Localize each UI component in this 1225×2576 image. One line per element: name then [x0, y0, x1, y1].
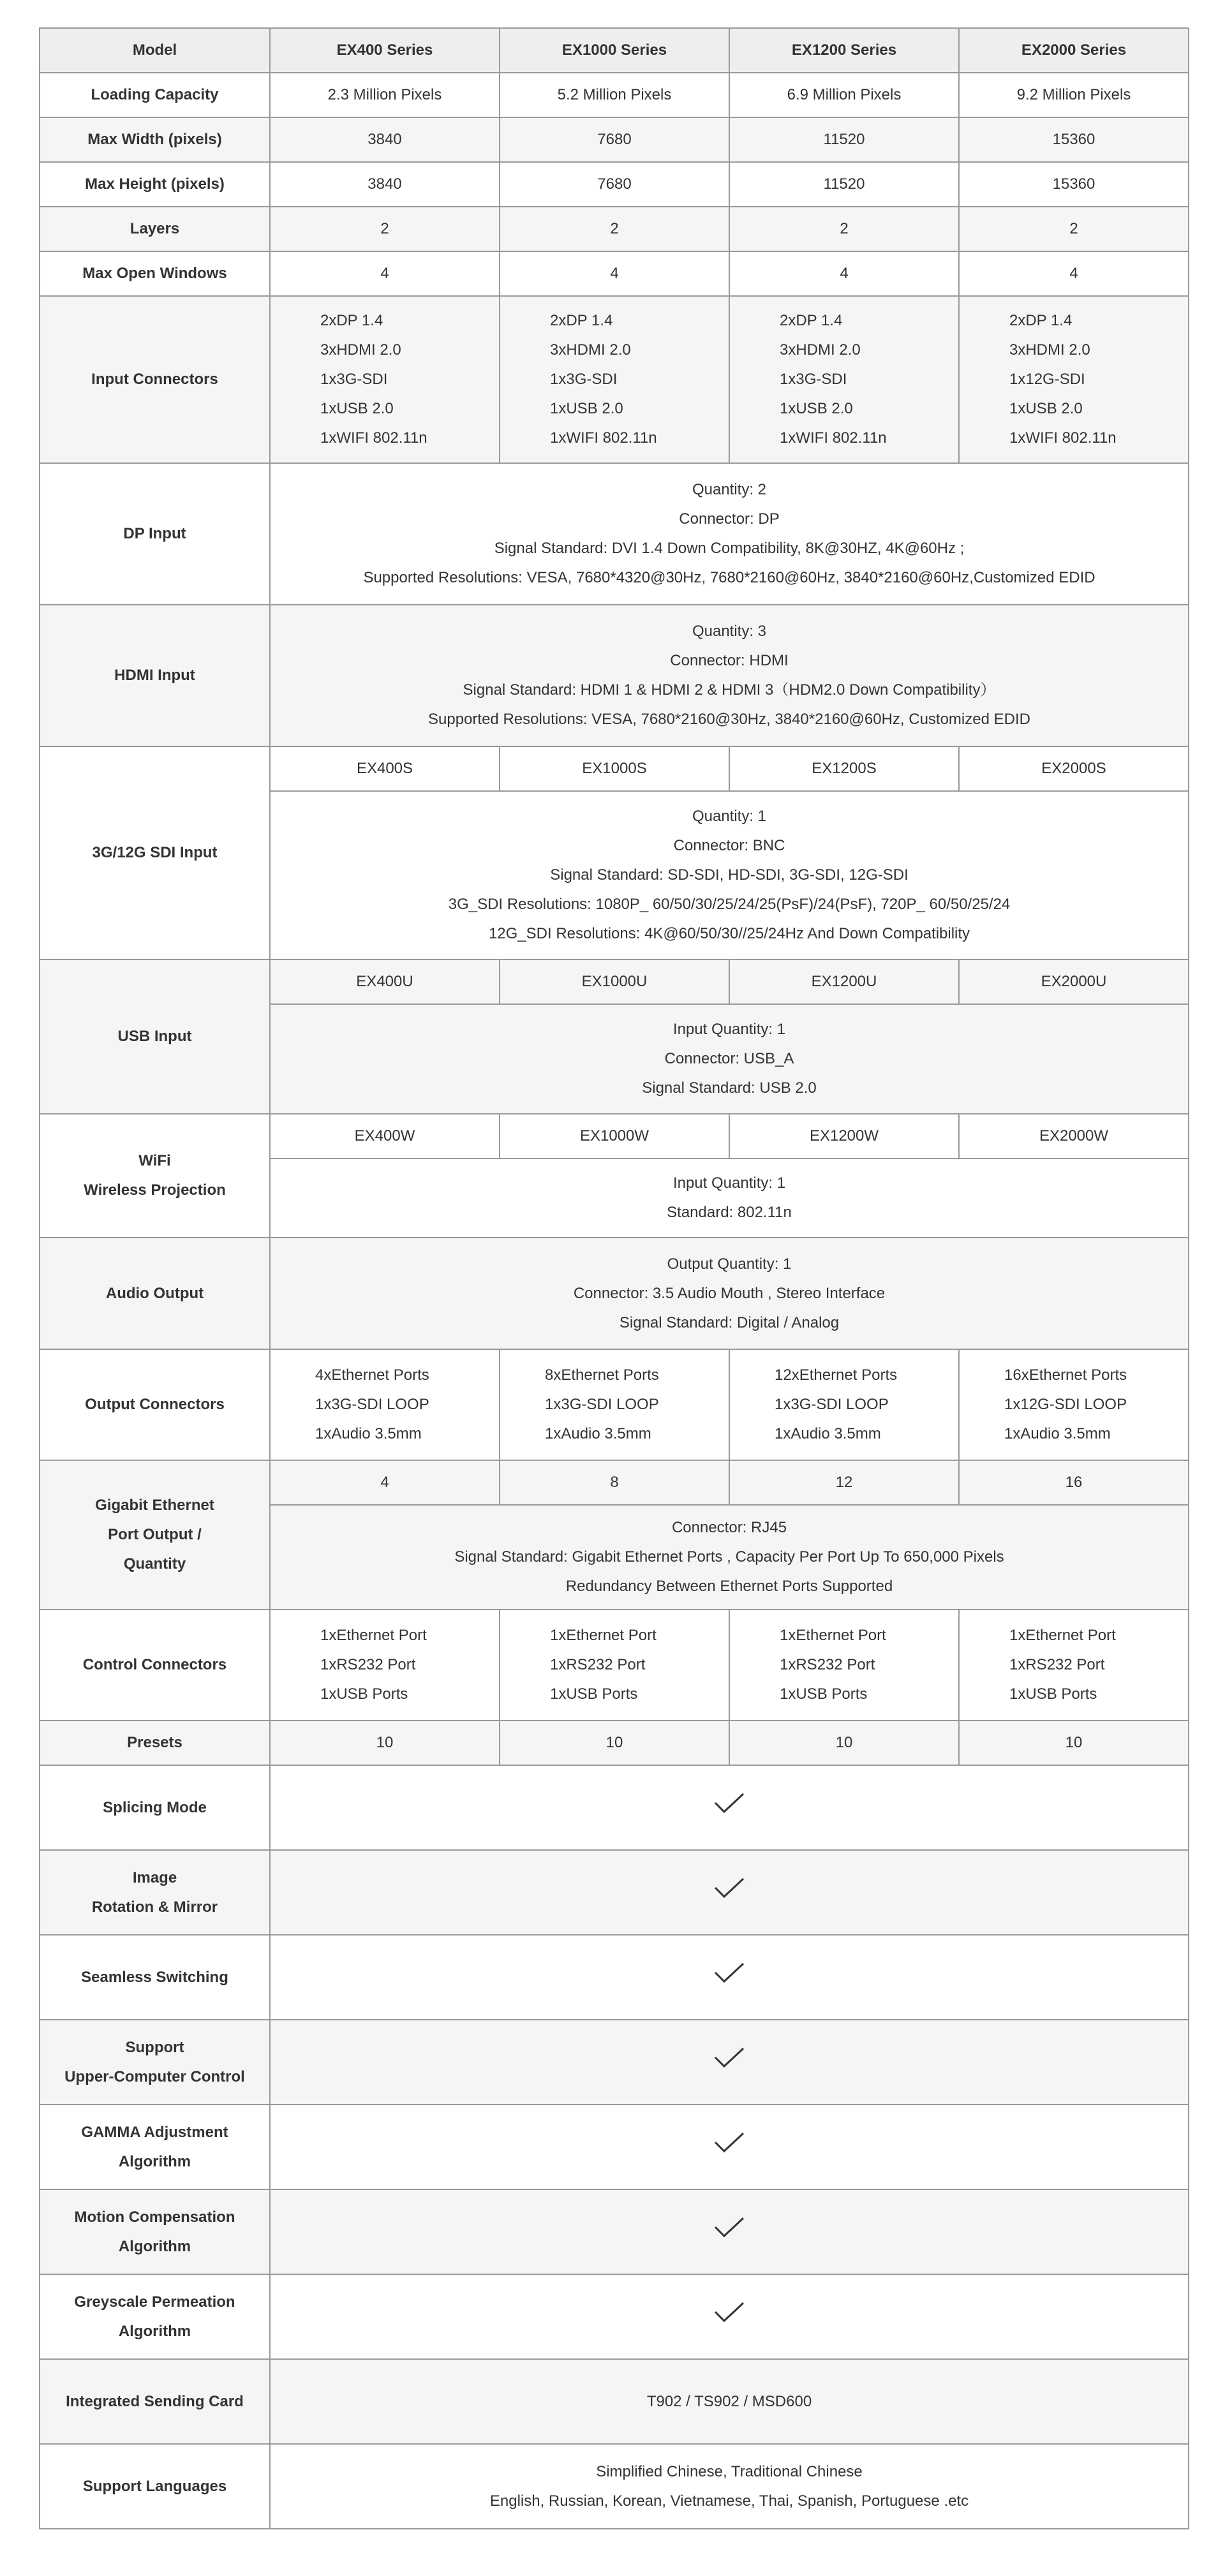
- text-line: Quantity: 1: [692, 808, 767, 825]
- list-line: 1x12G-SDI LOOP: [1004, 1396, 1127, 1413]
- row-label: DP Input: [40, 463, 270, 605]
- cell-merged: [270, 2189, 1189, 2274]
- model-cell: EX2000W: [959, 1114, 1189, 1158]
- text-line: Signal Standard: SD-SDI, HD-SDI, 3G-SDI, 12G-SDI: [550, 866, 909, 884]
- list-line: 1x3G-SDI LOOP: [545, 1396, 659, 1413]
- label-line: Port Output /: [108, 1526, 202, 1543]
- table-row: [40, 117, 1189, 162]
- cell: 11520: [729, 117, 959, 162]
- cell: 7680: [500, 162, 729, 207]
- cell: 4: [500, 251, 729, 296]
- cell: 16: [959, 1460, 1189, 1505]
- list-line: 1xUSB Ports: [780, 1685, 868, 1703]
- cell-list: [500, 1349, 729, 1460]
- text-line: Standard: 802.11n: [667, 1204, 792, 1221]
- row-label: Max Height (pixels): [40, 162, 270, 207]
- row-label: Layers: [40, 207, 270, 251]
- cell: 8: [500, 1460, 729, 1505]
- label-line: Quantity: [123, 1555, 186, 1573]
- cell-merged: [270, 1158, 1189, 1238]
- cell-merged: T902 / TS902 / MSD600: [270, 2359, 1189, 2444]
- checkmark-icon: [711, 1790, 747, 1816]
- list-line: 1x3G-SDI: [550, 371, 618, 388]
- text-line: Signal Standard: USB 2.0: [642, 1079, 817, 1097]
- table-row: [40, 1349, 1189, 1460]
- list-line: 2xDP 1.4: [550, 312, 613, 329]
- table-row: [40, 1460, 1189, 1505]
- cell: 10: [270, 1721, 500, 1765]
- row-label: Presets: [40, 1721, 270, 1765]
- list-line: 16xEthernet Ports: [1004, 1366, 1127, 1384]
- cell: 15360: [959, 117, 1189, 162]
- cell-list: [729, 1610, 959, 1721]
- cell: 3840: [270, 162, 500, 207]
- header-model: Model: [40, 28, 270, 73]
- model-cell: EX400U: [270, 959, 500, 1004]
- cell: 4: [270, 251, 500, 296]
- text-line: Connector: RJ45: [671, 1519, 787, 1536]
- cell: 10: [500, 1721, 729, 1765]
- table-row: [40, 1114, 1189, 1158]
- list-line: 2xDP 1.4: [320, 312, 383, 329]
- list-line: 1xWIFI 802.11n: [780, 429, 887, 447]
- table-row: [40, 959, 1189, 1004]
- table-row: [40, 1238, 1189, 1349]
- label-line: GAMMA Adjustment: [81, 2123, 228, 2141]
- list-line: 2xDP 1.4: [1009, 312, 1073, 329]
- table-row: [40, 1935, 1189, 2020]
- text-line: Connector: HDMI: [670, 652, 789, 669]
- row-label: [40, 2105, 270, 2189]
- header-series: EX2000 Series: [959, 28, 1189, 73]
- cell: 12: [729, 1460, 959, 1505]
- cell-list: [729, 1349, 959, 1460]
- list-line: 1xUSB Ports: [550, 1685, 638, 1703]
- list-line: 1xUSB Ports: [1009, 1685, 1097, 1703]
- cell-list: [270, 1349, 500, 1460]
- model-cell: EX1000S: [500, 746, 729, 791]
- checkmark-icon: [711, 2045, 747, 2070]
- cell-merged: [270, 1850, 1189, 1935]
- list-line: 1xRS232 Port: [780, 1656, 875, 1673]
- cell-merged: [270, 1765, 1189, 1850]
- table-row: [40, 605, 1189, 746]
- label-line: Image: [132, 1869, 177, 1886]
- list-line: 1xRS232 Port: [320, 1656, 416, 1673]
- label-line: Wireless Projection: [84, 1181, 226, 1199]
- cell-list: [500, 296, 729, 463]
- header-series: EX1000 Series: [500, 28, 729, 73]
- list-line: 1x12G-SDI: [1009, 371, 1085, 388]
- spec-table-container: [39, 27, 1188, 2529]
- row-label: Max Open Windows: [40, 251, 270, 296]
- list-line: 3xHDMI 2.0: [1009, 341, 1090, 359]
- text-line: Connector: DP: [679, 510, 780, 528]
- text-line: Supported Resolutions: VESA, 7680*4320@30Hz, 7680*2160@60Hz, 3840*2160@60Hz,Customized EDID: [363, 569, 1095, 586]
- cell: 10: [729, 1721, 959, 1765]
- text-line: Simplified Chinese, Traditional Chinese: [596, 2462, 863, 2480]
- model-cell: EX2000U: [959, 959, 1189, 1004]
- text-line: Quantity: 2: [692, 481, 767, 498]
- table-row: [40, 73, 1189, 117]
- label-line: Algorithm: [118, 2152, 191, 2170]
- row-label: Support Languages: [40, 2444, 270, 2529]
- list-line: 1xAudio 3.5mm: [775, 1425, 881, 1442]
- cell-list: [959, 1610, 1189, 1721]
- cell-merged: [270, 605, 1189, 746]
- text-line: 12G_SDI Resolutions: 4K@60/50/30//25/24Hz And Down Compatibility: [488, 925, 970, 942]
- label-line: Gigabit Ethernet: [95, 1497, 214, 1514]
- list-line: 3xHDMI 2.0: [780, 341, 861, 359]
- cell: 5.2 Million Pixels: [500, 73, 729, 117]
- list-line: 1xUSB Ports: [320, 1685, 408, 1703]
- text-line: Signal Standard: Gigabit Ethernet Ports , Capacity Per Port Up To 650,000 Pixels: [454, 1548, 1004, 1566]
- list-line: 1xRS232 Port: [1009, 1656, 1105, 1673]
- cell: 3840: [270, 117, 500, 162]
- spec-table: [39, 27, 1189, 2529]
- list-line: 1xUSB 2.0: [550, 400, 623, 417]
- table-row: [40, 1610, 1189, 1721]
- label-line: Support: [125, 2038, 184, 2056]
- table-row: [40, 1850, 1189, 1935]
- row-label: [40, 2274, 270, 2359]
- model-cell: EX1200W: [729, 1114, 959, 1158]
- cell: 2: [729, 207, 959, 251]
- label-line: WiFi: [138, 1152, 171, 1169]
- model-cell: EX1200U: [729, 959, 959, 1004]
- model-cell: EX400W: [270, 1114, 500, 1158]
- row-label: Audio Output: [40, 1238, 270, 1349]
- text-line: Redundancy Between Ethernet Ports Supported: [565, 1578, 893, 1595]
- list-line: 1x3G-SDI LOOP: [315, 1396, 429, 1413]
- row-label: Input Connectors: [40, 296, 270, 463]
- cell-merged: [270, 1505, 1189, 1610]
- list-line: 3xHDMI 2.0: [550, 341, 631, 359]
- table-row: [40, 162, 1189, 207]
- list-line: 1xUSB 2.0: [1009, 400, 1083, 417]
- list-line: 2xDP 1.4: [780, 312, 843, 329]
- header-series: EX1200 Series: [729, 28, 959, 73]
- row-label: USB Input: [40, 959, 270, 1114]
- cell: 11520: [729, 162, 959, 207]
- checkmark-icon: [711, 1875, 747, 1900]
- list-line: 1x3G-SDI LOOP: [775, 1396, 889, 1413]
- list-line: 1x3G-SDI: [320, 371, 388, 388]
- list-line: 1xAudio 3.5mm: [315, 1425, 422, 1442]
- header-series: EX400 Series: [270, 28, 500, 73]
- text-line: Signal Standard: DVI 1.4 Down Compatibility, 8K@30HZ, 4K@60Hz ;: [494, 540, 965, 557]
- checkmark-icon: [711, 2129, 747, 2155]
- label-line: Splicing Mode: [103, 1798, 207, 1816]
- row-label: Max Width (pixels): [40, 117, 270, 162]
- cell-merged: [270, 2105, 1189, 2189]
- table-row: [40, 463, 1189, 605]
- cell-list: [500, 1610, 729, 1721]
- table-row: [40, 1721, 1189, 1765]
- checkmark-icon: [711, 2214, 747, 2240]
- checkmark-icon: [711, 1960, 747, 1985]
- table-header-row: [40, 28, 1189, 73]
- cell-list: [959, 296, 1189, 463]
- model-cell: EX400S: [270, 746, 500, 791]
- text-line: 3G_SDI Resolutions: 1080P_ 60/50/30/25/24/25(PsF)/24(PsF), 720P_ 60/50/25/24: [448, 896, 1011, 913]
- table-row: [40, 746, 1189, 791]
- cell-merged: [270, 2274, 1189, 2359]
- cell: 4: [959, 251, 1189, 296]
- label-line: Rotation & Mirror: [91, 1898, 218, 1916]
- row-label: [40, 1460, 270, 1610]
- text-line: Connector: USB_A: [664, 1050, 794, 1067]
- list-line: 1xUSB 2.0: [780, 400, 853, 417]
- text-line: English, Russian, Korean, Vietnamese, Thai, Spanish, Portuguese .etc: [489, 2492, 969, 2510]
- text-line: Signal Standard: Digital / Analog: [619, 1314, 840, 1331]
- table-row: [40, 2274, 1189, 2359]
- cell-list: [729, 296, 959, 463]
- cell: 4: [729, 251, 959, 296]
- list-line: 4xEthernet Ports: [315, 1366, 429, 1384]
- list-line: 8xEthernet Ports: [545, 1366, 659, 1384]
- label-line: Algorithm: [118, 2237, 191, 2255]
- cell-merged: [270, 2020, 1189, 2105]
- cell-list: [270, 1610, 500, 1721]
- table-row: [40, 1765, 1189, 1850]
- cell: 10: [959, 1721, 1189, 1765]
- cell-merged: [270, 2444, 1189, 2529]
- list-line: 1xUSB 2.0: [320, 400, 394, 417]
- list-line: 1xEthernet Port: [550, 1627, 657, 1644]
- cell-merged: [270, 1238, 1189, 1349]
- text-line: Input Quantity: 1: [672, 1021, 786, 1038]
- text-line: Output Quantity: 1: [667, 1255, 792, 1273]
- model-cell: EX1000U: [500, 959, 729, 1004]
- cell-merged: [270, 1004, 1189, 1114]
- row-label: Output Connectors: [40, 1349, 270, 1460]
- table-row: [40, 207, 1189, 251]
- list-line: 1xWIFI 802.11n: [320, 429, 427, 447]
- text-line: Connector: 3.5 Audio Mouth , Stereo Interface: [573, 1284, 886, 1302]
- cell-list: [270, 296, 500, 463]
- cell-merged: [270, 1935, 1189, 2020]
- cell: 4: [270, 1460, 500, 1505]
- cell: 2.3 Million Pixels: [270, 73, 500, 117]
- model-cell: EX1000W: [500, 1114, 729, 1158]
- cell: 7680: [500, 117, 729, 162]
- cell: 15360: [959, 162, 1189, 207]
- label-line: Greyscale Permeation: [74, 2293, 235, 2311]
- text-line: Signal Standard: HDMI 1 & HDMI 2 & HDMI 3（HDM2.0 Down Compatibility）: [463, 681, 996, 699]
- list-line: 1xAudio 3.5mm: [545, 1425, 651, 1442]
- checkmark-icon: [711, 2299, 747, 2325]
- cell: 6.9 Million Pixels: [729, 73, 959, 117]
- text-line: Connector: BNC: [673, 837, 785, 854]
- list-line: 3xHDMI 2.0: [320, 341, 401, 359]
- list-line: 1xWIFI 802.11n: [550, 429, 657, 447]
- list-line: 1xEthernet Port: [320, 1627, 427, 1644]
- row-label: Loading Capacity: [40, 73, 270, 117]
- cell: 2: [959, 207, 1189, 251]
- list-line: 12xEthernet Ports: [775, 1366, 898, 1384]
- list-line: 1xWIFI 802.11n: [1009, 429, 1117, 447]
- row-label: HDMI Input: [40, 605, 270, 746]
- list-line: 1xAudio 3.5mm: [1004, 1425, 1111, 1442]
- table-row: [40, 2020, 1189, 2105]
- list-line: 1xEthernet Port: [780, 1627, 886, 1644]
- label-line: Algorithm: [118, 2322, 191, 2340]
- text-line: Quantity: 3: [692, 623, 767, 640]
- row-label: Integrated Sending Card: [40, 2359, 270, 2444]
- text-line: Supported Resolutions: VESA, 7680*2160@30Hz, 3840*2160@60Hz, Customized EDID: [428, 711, 1030, 728]
- label-line: Seamless Switching: [81, 1968, 228, 1986]
- row-label: [40, 1765, 270, 1850]
- table-row: [40, 251, 1189, 296]
- model-cell: EX2000S: [959, 746, 1189, 791]
- row-label: [40, 1114, 270, 1238]
- cell-list: [959, 1349, 1189, 1460]
- cell-merged: [270, 463, 1189, 605]
- list-line: 1x3G-SDI: [780, 371, 847, 388]
- cell: 9.2 Million Pixels: [959, 73, 1189, 117]
- table-row: [40, 2105, 1189, 2189]
- row-label: Control Connectors: [40, 1610, 270, 1721]
- table-row: [40, 296, 1189, 463]
- table-row: [40, 2359, 1189, 2444]
- table-row: [40, 2444, 1189, 2529]
- label-line: Motion Compensation: [74, 2208, 235, 2226]
- table-row: [40, 2189, 1189, 2274]
- label-line: Upper-Computer Control: [64, 2068, 245, 2085]
- list-line: 1xRS232 Port: [550, 1656, 646, 1673]
- cell: 2: [270, 207, 500, 251]
- model-cell: EX1200S: [729, 746, 959, 791]
- row-label: [40, 2020, 270, 2105]
- cell: 2: [500, 207, 729, 251]
- row-label: [40, 1935, 270, 2020]
- text-line: Input Quantity: 1: [672, 1174, 786, 1192]
- cell-merged: [270, 791, 1189, 959]
- row-label: [40, 2189, 270, 2274]
- row-label: [40, 1850, 270, 1935]
- list-line: 1xEthernet Port: [1009, 1627, 1116, 1644]
- row-label: 3G/12G SDI Input: [40, 746, 270, 959]
